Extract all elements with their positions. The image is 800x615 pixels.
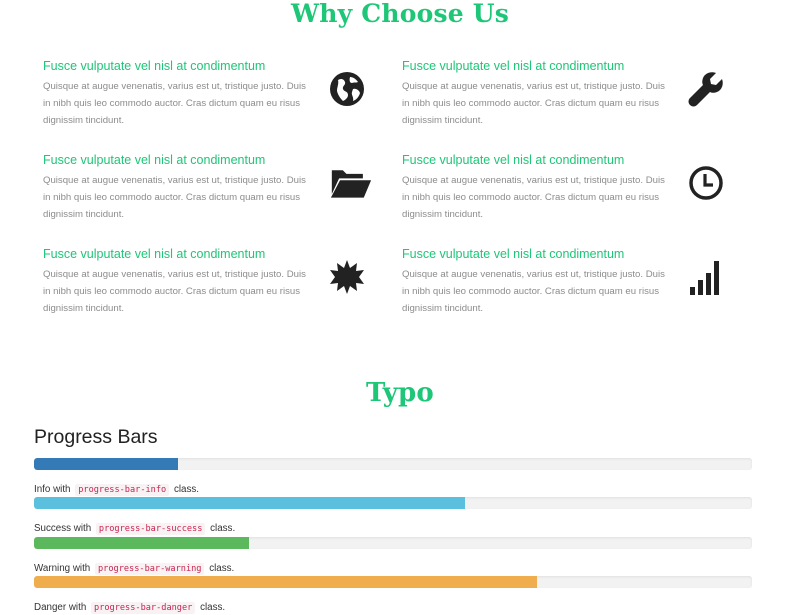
label-prefix: Warning with [34,563,91,574]
progress-bar-info [34,497,752,509]
feature-description: Quisque at augue venenatis, varius est ut, tristique justo. Duis in nibh quis leo commodo auctor. Cras dictum quam eu risus dignissim tincidunt. [43,269,306,314]
feature-item [43,58,368,138]
progress-label-success [34,522,235,536]
label-prefix: Success with [34,523,92,534]
feature-item [402,246,727,326]
label-prefix: Danger with [34,602,87,613]
label-suffix: class. [200,602,226,613]
why-choose-us-heading: Why Choose Us [290,0,510,28]
class-code: progress-bar-success [96,523,205,535]
signal-bars-icon [685,256,727,298]
feature-description: Quisque at augue venenatis, varius est ut, tristique justo. Duis in nibh quis leo commodo auctor. Cras dictum quam eu risus dignissim tincidunt. [402,175,665,220]
clock-icon [685,162,727,204]
wrench-icon [685,68,727,110]
feature-title: Fusce vulputate vel nisl at condimentum [43,59,266,73]
feature-item [43,246,368,326]
label-prefix: Info with [34,484,71,495]
label-suffix: class. [173,484,199,495]
class-code: progress-bar-warning [95,563,204,575]
progress-bar-default [34,458,752,470]
progress-bar-success [34,537,752,549]
feature-title: Fusce vulputate vel nisl at condimentum [402,247,625,261]
feature-title: Fusce vulputate vel nisl at condimentum [402,59,625,73]
typo-heading: Typo [366,378,434,408]
progress-label-warning [34,562,234,576]
feature-title: Fusce vulputate vel nisl at condimentum [402,153,625,167]
progress-bars-heading: Progress Bars [34,426,158,448]
feature-title: Fusce vulputate vel nisl at condimentum [43,247,266,261]
progress-bar-warning [34,576,752,588]
progress-fill [34,537,249,549]
feature-item [402,152,727,232]
starburst-icon [326,256,368,298]
class-code: progress-bar-danger [91,602,195,614]
class-code: progress-bar-info [75,484,169,496]
feature-description: Quisque at augue venenatis, varius est ut, tristique justo. Duis in nibh quis leo commodo auctor. Cras dictum quam eu risus dignissim tincidunt. [402,81,665,126]
feature-description: Quisque at augue venenatis, varius est ut, tristique justo. Duis in nibh quis leo commodo auctor. Cras dictum quam eu risus dignissim tincidunt. [43,81,306,126]
progress-fill [34,458,178,470]
progress-label-info [34,483,199,497]
feature-description: Quisque at augue venenatis, varius est ut, tristique justo. Duis in nibh quis leo commodo auctor. Cras dictum quam eu risus dignissim tincidunt. [402,269,665,314]
feature-item [402,58,727,138]
progress-fill [34,576,537,588]
folder-open-icon [330,162,372,204]
feature-description: Quisque at augue venenatis, varius est ut, tristique justo. Duis in nibh quis leo commodo auctor. Cras dictum quam eu risus dignissim tincidunt. [43,175,306,220]
progress-label-danger [34,601,225,615]
progress-fill [34,497,465,509]
label-suffix: class. [210,523,236,534]
feature-item [43,152,368,232]
label-suffix: class. [209,563,235,574]
feature-title: Fusce vulputate vel nisl at condimentum [43,153,266,167]
globe-icon [326,68,368,110]
